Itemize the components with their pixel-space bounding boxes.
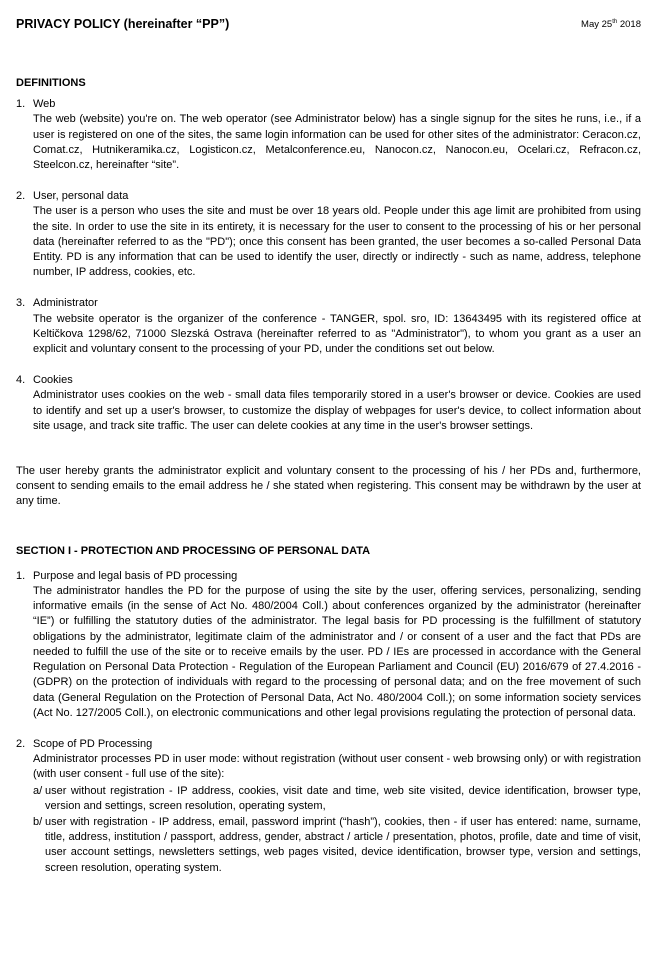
section1-item-scope bbox=[16, 737, 641, 876]
item-number: 3. bbox=[16, 297, 26, 310]
subitem-text: user with registration - IP address, email, password imprint (“hash”), cookies, then - if user has entered: name, surname, title, address, institution / passport, address, gender, abstract / article / presentation, photos, profile, date and time of visit, user account settings, newsletters settings, web pages visited, device identification, browser type, version and settings, screen resolution, operating system. bbox=[45, 815, 641, 874]
scope-subitem-with-registration bbox=[33, 815, 641, 876]
item-number: 2. bbox=[16, 190, 26, 203]
section1-item-purpose bbox=[16, 569, 641, 721]
item-body: The website operator is the organizer of the conference - TANGER, spol. sro, ID: 13643495 with its registered office at Keltičkova 1298/62, 71000 Slezská Ostrava (hereinafter referred to as "Administrator"), to whom you grant as a user an explicit and voluntary consent to the processing of your PD, under the conditions set out below. bbox=[33, 312, 641, 356]
date-suffix: 2018 bbox=[617, 19, 641, 30]
subitem-marker: b/ bbox=[33, 815, 43, 828]
subitem-marker: a/ bbox=[33, 784, 43, 797]
item-body: The web (website) you're on. The web operator (see Administrator below) has a single signup for the sites he runs, i.e., if a user is registered on one of the sites, the same login information can be used for other sites of the administrator: Ceracon.cz, Comat.cz, Hutnikeramika.cz, Logisticon.cz, Metalconference.eu, Nanocon.cz, Nanocon.eu, Ocelari.cz, Refracon.cz, Steelcon.cz, hereinafter “site”. bbox=[33, 113, 641, 172]
item-body: Administrator processes PD in user mode: without registration (without user consent - web browsing only) or with registration (with user consent - full use of the site): bbox=[33, 753, 641, 781]
item-body: The user is a person who uses the site and must be over 18 years old. People under this age limit are prohibited from using the site. In order to use the site in its entirety, it is necessary for the user to consent to the processing of his or her personal data (hereinafter referred to as the "PD"); once this consent has been granted, the user becomes a so-called Personal Data Entity. PD is any information that can be used to identify the user, directly or indirectly - such as name, address, telephone number, IP address, cookies, etc. bbox=[33, 205, 641, 279]
definition-item-user bbox=[16, 189, 641, 280]
document-header bbox=[16, 16, 641, 32]
section1-heading: SECTION I - PROTECTION AND PROCESSING OF PERSONAL DATA bbox=[16, 544, 371, 557]
item-body: The administrator handles the PD for the purpose of using the site by the user, offering services, personalizing, sending informative emails (in the sense of Act No. 480/2004 Coll.) about conferences organized by the administrator (hereinafter “IE”) or fulfilling the statutory duties of the administrator. The legal basis for PD processing is the fulfillment of statutory obligations by the administrator, legitimate claim of the administrator and / or consent of a user and the fact that PDs are needed to fulfill the use of the site or to receive emails by the user. PD / IEs are processed in accordance with the General Regulation on Personal Data Protection - Regulation of the European Parliament and Council (EU) 2016/679 of 27.4.2016 - (GDPR) on the protection of individuals with regard to the processing of personal data; and on the free movement of such data (General Regulation on the Protection of Personal Data, Act No. 480/2004 Coll.); on some information society services (Act No. 127/2005 Coll.), on electronic communications and other legal provisions regulating the protection of personal data. bbox=[33, 585, 641, 719]
consent-paragraph: The user hereby grants the administrator explicit and voluntary consent to the processing of his / her PDs and, furthermore, consent to sending emails to the email address he / she stated when registering. This consent may be withdrawn by the user at any time. bbox=[16, 465, 641, 508]
item-number: 2. bbox=[16, 737, 26, 750]
item-body: Administrator uses cookies on the web - small data files temporarily stored in a user's browser or device. Cookies are used to identify and set up a user's browser, to customize the display of webpages for user's device, to collect information about site usage, and track site traffic. The user can delete cookies at any time in the user's browser settings. bbox=[33, 389, 641, 432]
definition-item-web bbox=[16, 97, 641, 173]
item-title: Cookies bbox=[33, 374, 73, 387]
definition-item-cookies bbox=[16, 373, 641, 434]
item-number: 1. bbox=[16, 569, 26, 582]
date-ordinal: th bbox=[612, 18, 618, 25]
item-title: Web bbox=[33, 98, 56, 111]
date-prefix: May 25 bbox=[581, 19, 613, 30]
item-title: Purpose and legal basis of PD processing bbox=[33, 569, 238, 582]
definition-item-administrator bbox=[16, 296, 641, 357]
item-number: 4. bbox=[16, 374, 26, 387]
document-title: PRIVACY POLICY (hereinafter “PP”) bbox=[16, 17, 230, 31]
document-date bbox=[581, 18, 641, 32]
item-title: User, personal data bbox=[33, 190, 129, 203]
scope-subitem-without-registration bbox=[33, 784, 641, 814]
definitions-heading: DEFINITIONS bbox=[16, 77, 86, 89]
document-page bbox=[16, 16, 641, 876]
subitem-text: user without registration - IP address, cookies, visit date and time, web site visited, device identification, browser type, version and settings, screen resolution, operating system, bbox=[45, 784, 641, 812]
item-number: 1. bbox=[16, 98, 26, 111]
item-title: Administrator bbox=[33, 297, 98, 310]
item-title: Scope of PD Processing bbox=[33, 737, 153, 750]
